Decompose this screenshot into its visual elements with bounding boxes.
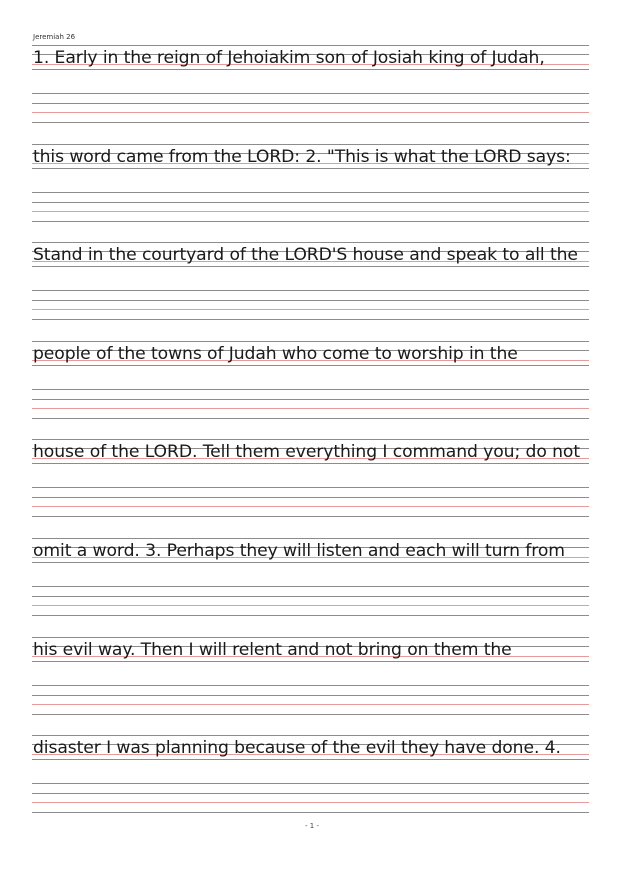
ruled-line xyxy=(32,202,589,203)
ruled-line xyxy=(32,812,589,813)
ruled-line xyxy=(32,562,589,563)
ruled-line xyxy=(32,389,589,390)
ruled-line xyxy=(32,319,589,320)
ruled-line xyxy=(32,516,589,517)
tracing-sentence: disaster I was planning because of the evil they have done. 4. xyxy=(33,738,561,759)
practice-line-block xyxy=(32,538,589,618)
ruled-line xyxy=(32,735,589,736)
ruled-line xyxy=(32,783,589,784)
ruled-line xyxy=(32,695,589,696)
tracing-sentence: this word came from the LORD: 2. "This is what the LORD says: xyxy=(33,146,571,167)
tracing-sentence: his evil way. Then I will relent and not bring on them the xyxy=(33,639,512,660)
guide-line-red xyxy=(32,605,589,606)
ruled-line xyxy=(32,538,589,539)
ruled-line xyxy=(32,192,589,193)
ruled-line xyxy=(32,487,589,488)
practice-line-block xyxy=(32,341,589,421)
guide-line-red xyxy=(32,704,589,705)
guide-line-red xyxy=(32,112,589,113)
ruled-line xyxy=(32,69,589,70)
ruled-line xyxy=(32,759,589,760)
ruled-line xyxy=(32,45,589,46)
page-header-title: Jeremiah 26 xyxy=(33,33,76,41)
guide-line-red xyxy=(32,309,589,310)
ruled-line xyxy=(32,365,589,366)
ruled-line xyxy=(32,341,589,342)
ruled-line xyxy=(32,596,589,597)
ruled-line xyxy=(32,418,589,419)
guide-line-red xyxy=(32,211,589,212)
ruled-line xyxy=(32,439,589,440)
ruled-line xyxy=(32,615,589,616)
ruled-line xyxy=(32,290,589,291)
guide-line-red xyxy=(32,408,589,409)
tracing-sentence: house of the LORD. Tell them everything I command you; do not xyxy=(33,442,580,463)
ruled-line xyxy=(32,497,589,498)
ruled-line xyxy=(32,586,589,587)
tracing-sentence: people of the towns of Judah who come to worship in the xyxy=(33,343,518,364)
practice-line-block xyxy=(32,242,589,322)
page-number: - 1 - xyxy=(305,822,319,830)
ruled-line xyxy=(32,793,589,794)
ruled-line xyxy=(32,266,589,267)
ruled-line xyxy=(32,685,589,686)
practice-line-block xyxy=(32,45,589,125)
ruled-line xyxy=(32,221,589,222)
ruled-line xyxy=(32,93,589,94)
ruled-line xyxy=(32,637,589,638)
ruled-line xyxy=(32,300,589,301)
guide-line-red xyxy=(32,802,589,803)
tracing-sentence: omit a word. 3. Perhaps they will listen and each will turn from xyxy=(33,541,565,561)
practice-line-block xyxy=(32,439,589,519)
ruled-line xyxy=(32,661,589,662)
ruled-line xyxy=(32,144,589,145)
ruled-line xyxy=(32,399,589,400)
ruled-line xyxy=(32,463,589,464)
tracing-sentence: 1. Early in the reign of Jehoiakim son of Josiah king of Judah, xyxy=(33,48,545,68)
ruled-line xyxy=(32,714,589,715)
practice-line-block xyxy=(32,144,589,224)
ruled-line xyxy=(32,168,589,169)
ruled-line xyxy=(32,122,589,123)
practice-line-block xyxy=(32,637,589,717)
ruled-line xyxy=(32,103,589,104)
tracing-sentence: Stand in the courtyard of the LORD'S house and speak to all the xyxy=(33,245,578,266)
practice-line-block xyxy=(32,735,589,815)
guide-line-red xyxy=(32,506,589,507)
ruled-line xyxy=(32,242,589,243)
